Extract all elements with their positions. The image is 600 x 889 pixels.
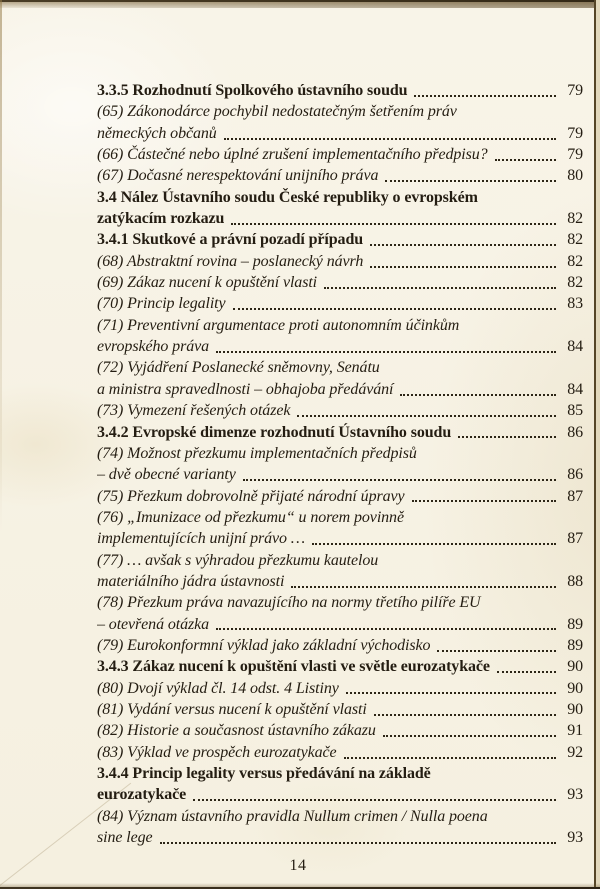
dot-leader bbox=[243, 479, 556, 481]
toc-entry-page: 90 bbox=[567, 658, 583, 676]
dot-leader bbox=[414, 95, 556, 97]
toc-entry bbox=[97, 144, 583, 165]
dot-leader bbox=[497, 671, 556, 673]
toc-entry-page: 84 bbox=[567, 380, 583, 398]
toc-entry-text: 3.4.3 Zákaz nucení k opuštění vlasti ve světle eurozatykače bbox=[97, 658, 490, 676]
dot-leader bbox=[312, 543, 556, 545]
toc-entry-text: (70) Princip legality bbox=[97, 295, 226, 313]
toc-entry bbox=[97, 486, 583, 507]
toc-entry-text: (68) Abstraktní rovina – poslanecký návrh bbox=[97, 252, 364, 270]
dot-leader bbox=[412, 500, 557, 502]
page-number: 14 bbox=[289, 857, 307, 874]
toc-entry-text: (84) Význam ústavního pravidla Nullum crimen / Nulla poena bbox=[97, 807, 488, 825]
toc-entry-page: 79 bbox=[567, 146, 583, 164]
toc-entry-text: – otevřená otázka bbox=[97, 615, 210, 633]
toc-entry-text: (82) Historie a současnost ústavního zákazu bbox=[97, 722, 376, 740]
scan-edge-top-shadow bbox=[0, 2, 600, 8]
dot-leader bbox=[231, 223, 556, 225]
dot-leader bbox=[216, 351, 556, 353]
toc-entry bbox=[97, 379, 583, 400]
toc-entry-text: 3.4 Nález Ústavního soudu České republiky o evropském bbox=[97, 188, 478, 206]
toc-entry bbox=[97, 101, 583, 122]
toc-entry bbox=[97, 208, 583, 229]
toc-entry bbox=[97, 293, 583, 314]
toc-entry-text: (83) Výklad ve prospěch eurozatykače bbox=[97, 743, 337, 761]
dot-leader bbox=[385, 180, 556, 182]
toc-entry bbox=[97, 592, 583, 613]
toc-entry bbox=[97, 400, 583, 421]
toc-entry-page: 88 bbox=[567, 572, 583, 590]
dot-leader bbox=[370, 266, 556, 268]
dot-leader bbox=[400, 394, 556, 396]
toc-entry bbox=[97, 571, 583, 592]
toc-entry bbox=[97, 635, 583, 656]
toc-entry-text: německých občanů bbox=[97, 124, 217, 142]
toc-entry bbox=[97, 678, 583, 699]
toc-entry bbox=[97, 656, 583, 677]
dot-leader bbox=[437, 650, 556, 652]
toc-entry-text: evropského práva bbox=[97, 338, 209, 356]
toc-entry bbox=[97, 550, 583, 571]
toc-entry-text: materiálního jádra ústavnosti bbox=[97, 572, 285, 590]
dot-leader bbox=[346, 692, 556, 694]
dot-leader bbox=[216, 628, 556, 630]
toc-entry-page: 82 bbox=[567, 274, 583, 292]
toc-entry-page: 79 bbox=[567, 82, 583, 99]
dot-leader bbox=[291, 586, 556, 588]
toc-entry-text: – dvě obecné varianty bbox=[97, 466, 236, 484]
toc bbox=[97, 80, 583, 848]
toc-entry-page: 83 bbox=[567, 295, 583, 313]
toc-entry-page: 90 bbox=[567, 679, 583, 697]
dot-leader bbox=[233, 308, 556, 310]
toc-entry-text: 3.4.2 Evropské dimenze rozhodnutí Ústavního soudu bbox=[97, 423, 452, 441]
toc-entry-page: 93 bbox=[567, 786, 583, 804]
toc-entry-page: 89 bbox=[567, 615, 583, 633]
toc-entry-page: 82 bbox=[567, 252, 583, 270]
toc-entry-page: 82 bbox=[567, 210, 583, 228]
toc-entry bbox=[97, 187, 583, 208]
toc-entry bbox=[97, 699, 583, 720]
toc-entry-text: zatýkacím rozkazu bbox=[97, 210, 225, 228]
toc-entry bbox=[97, 422, 583, 443]
scan-edge-right-margin bbox=[596, 0, 600, 889]
dot-leader bbox=[370, 244, 556, 246]
toc-entry bbox=[97, 315, 583, 336]
toc-entry-page: 80 bbox=[567, 167, 583, 185]
toc-entry bbox=[97, 357, 583, 378]
toc-entry bbox=[97, 251, 583, 272]
toc-entry-text: (71) Preventivní argumentace proti autonomním účinkům bbox=[97, 316, 460, 334]
toc-entry bbox=[97, 80, 583, 101]
toc-entry-text: (76) „Imunizace od přezkumu“ u norem povinně bbox=[97, 508, 404, 526]
dot-leader bbox=[374, 714, 556, 716]
toc-entry-text: (65) Zákonodárce pochybil nedostatečným šetřením práv bbox=[97, 103, 457, 121]
scan-edge-right bbox=[594, 0, 596, 889]
toc-entry bbox=[97, 165, 583, 186]
toc-entry-page: 86 bbox=[567, 423, 583, 441]
toc-entry-page: 93 bbox=[567, 829, 583, 847]
dot-leader bbox=[224, 138, 556, 140]
toc-entry-text: implementujících unijní právo … bbox=[97, 530, 305, 548]
toc-entry-text: (66) Částečné nebo úplné zrušení implementačního předpisu? bbox=[97, 146, 488, 164]
toc-entry-page: 92 bbox=[567, 743, 583, 761]
toc-entry bbox=[97, 614, 583, 635]
scan-edge-bottom-shadow bbox=[0, 883, 600, 887]
dot-leader bbox=[344, 757, 556, 759]
toc-entry-text: sine lege bbox=[97, 829, 153, 847]
toc-entry-text: eurozatykače bbox=[97, 786, 187, 804]
toc-entry-page: 86 bbox=[567, 466, 583, 484]
toc-entry-text: (73) Vymezení řešených otázek bbox=[97, 402, 291, 420]
toc-entry-text: a ministra spravedlnosti – obhajoba předávání bbox=[97, 380, 394, 398]
toc-entry-text: (80) Dvojí výklad čl. 14 odst. 4 Listiny bbox=[97, 679, 339, 697]
toc-entry bbox=[97, 720, 583, 741]
dot-leader bbox=[324, 287, 556, 289]
toc-entry-page: 84 bbox=[567, 338, 583, 356]
toc-entry bbox=[97, 806, 583, 827]
toc-entry-text: (79) Eurokonformní výklad jako základní východisko bbox=[97, 636, 431, 654]
toc-entry bbox=[97, 272, 583, 293]
dot-leader bbox=[495, 159, 556, 161]
toc-entry-text: 3.3.5 Rozhodnutí Spolkového ústavního soudu bbox=[97, 82, 408, 99]
toc-entry-text: (69) Zákaz nucení k opuštění vlasti bbox=[97, 274, 318, 292]
toc-entry-text: (72) Vyjádření Poslanecké sněmovny, Senátu bbox=[97, 359, 380, 377]
toc-entry-page: 91 bbox=[567, 722, 583, 740]
toc-entry-page: 90 bbox=[567, 700, 583, 718]
toc-entry-text: (74) Možnost přezkumu implementačních předpisů bbox=[97, 444, 417, 462]
toc-entry-page: 85 bbox=[567, 402, 583, 420]
scan-edge-left bbox=[0, 0, 2, 533]
toc-entry-text: 3.4.1 Skutkové a právní pozadí případu bbox=[97, 231, 364, 249]
toc-entry-text: (75) Přezkum dobrovolně přijaté národní úpravy bbox=[97, 487, 405, 505]
dot-leader bbox=[297, 415, 556, 417]
dot-leader bbox=[458, 436, 556, 438]
dot-leader bbox=[383, 735, 556, 737]
toc-entry-text: (77) … avšak s výhradou přezkumu kautelou bbox=[97, 551, 379, 569]
toc-entry-text: (81) Vydání versus nucení k opuštění vlasti bbox=[97, 700, 367, 718]
toc-entry-page: 87 bbox=[567, 487, 583, 505]
toc-entry-text: (67) Dočasné nerespektování unijního práva bbox=[97, 167, 379, 185]
toc-entry-page: 87 bbox=[567, 530, 583, 548]
toc-entry-text: 3.4.4 Princip legality versus předávání na základě bbox=[97, 765, 431, 782]
toc-entry-page: 89 bbox=[567, 636, 583, 654]
toc-entry bbox=[97, 763, 583, 784]
toc-entry bbox=[97, 827, 583, 848]
toc-entry bbox=[97, 336, 583, 357]
dot-leader bbox=[193, 799, 556, 801]
dot-leader bbox=[160, 842, 556, 844]
toc-entry bbox=[97, 742, 583, 763]
toc-entry-page: 82 bbox=[567, 231, 583, 249]
toc-entry bbox=[97, 784, 583, 805]
toc-entry bbox=[97, 123, 583, 144]
toc-entry-page: 79 bbox=[567, 124, 583, 142]
toc-entry bbox=[97, 443, 583, 464]
toc-entry bbox=[97, 464, 583, 485]
toc-entry bbox=[97, 528, 583, 549]
toc-entry-text: (78) Přezkum práva navazujícího na normy třetího pilíře EU bbox=[97, 594, 481, 612]
toc-entry bbox=[97, 229, 583, 250]
toc-entry bbox=[97, 507, 583, 528]
